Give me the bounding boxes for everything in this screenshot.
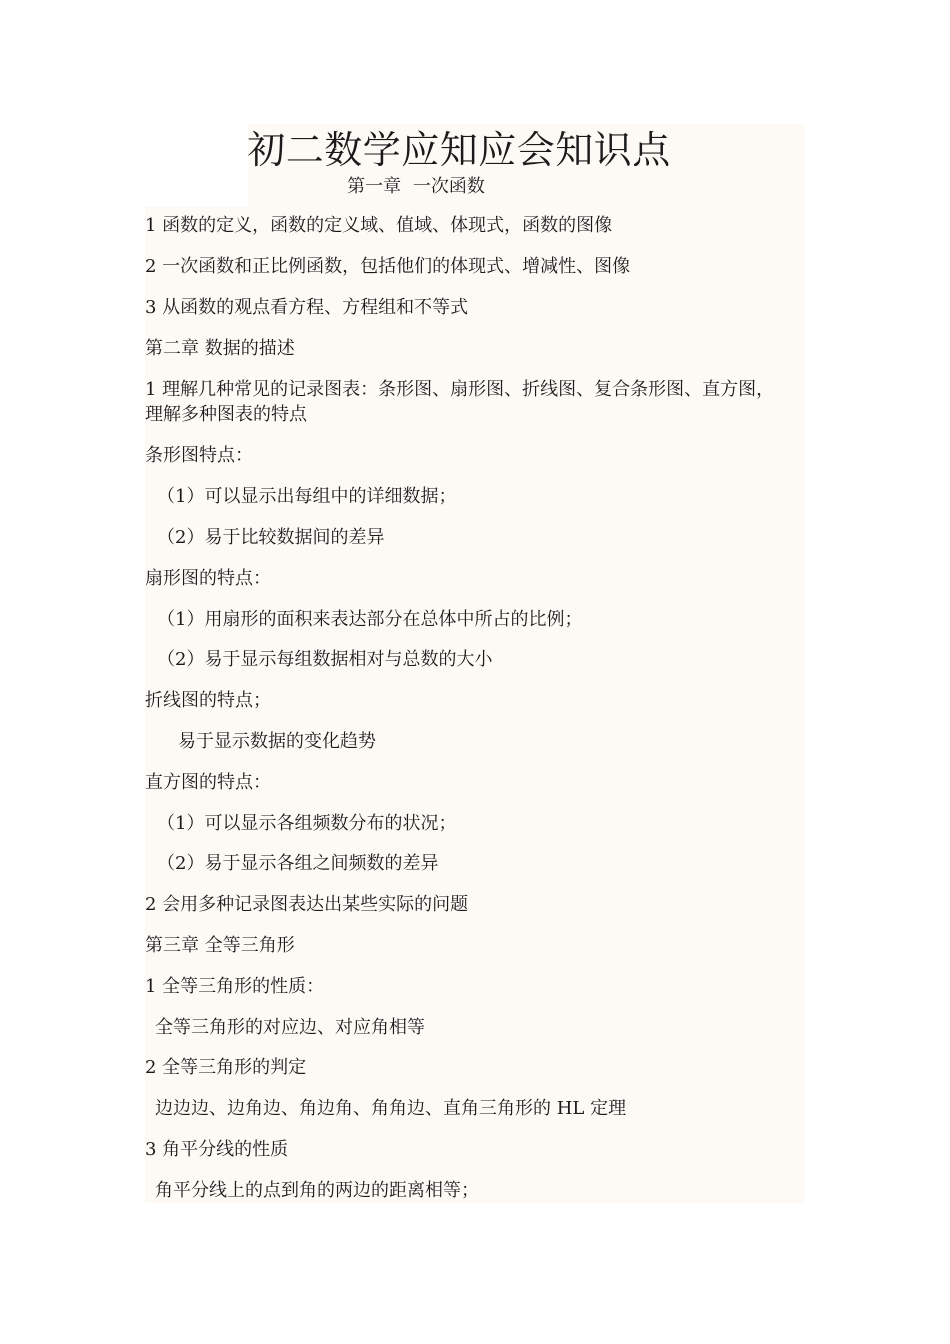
chapter-heading: 第二章 数据的描述 [145,338,295,359]
document-title: 初二数学应知应会知识点 [247,128,671,172]
text-line: 理解多种图表的特点 [145,404,307,425]
list-item: （1）可以显示出每组中的详细数据； [157,486,457,507]
text-line: 2 一次函数和正比例函数，包括他们的体现式、增减性、图像 [145,256,631,277]
subheading: 扇形图的特点： [145,568,271,589]
subheading: 直方图的特点： [145,772,271,793]
text-line: 2 全等三角形的判定 [145,1057,307,1078]
text-line: 3 从函数的观点看方程、方程组和不等式 [145,297,469,318]
chapter-heading: 第三章 全等三角形 [145,935,295,956]
list-item: （2）易于显示各组之间频数的差异 [157,853,439,874]
chapter-one-heading: 第一章 一次函数 [347,176,485,197]
list-item: （1）用扇形的面积来表达部分在总体中所占的比例； [157,609,583,630]
subheading: 折线图的特点； [145,690,271,711]
subheading: 条形图特点： [145,445,253,466]
text-line: 2 会用多种记录图表达出某些实际的问题 [145,894,469,915]
text-line: 1 理解几种常见的记录图表：条形图、扇形图、折线图、复合条形图、直方图， [145,379,775,400]
list-item: （1）可以显示各组频数分布的状况； [157,813,457,834]
list-item: 全等三角形的对应边、对应角相等 [155,1017,425,1038]
list-item: （2）易于比较数据间的差异 [157,527,385,548]
list-item: 边边边、边角边、角边角、角角边、直角三角形的 HL 定理 [155,1098,627,1119]
list-item: 易于显示数据的变化趋势 [178,731,376,752]
list-item: （2）易于显示每组数据相对与总数的大小 [157,649,493,670]
list-item: 角平分线上的点到角的两边的距离相等； [155,1180,479,1201]
text-line: 3 角平分线的性质 [145,1139,289,1160]
text-line: 1 全等三角形的性质： [145,976,325,997]
text-line: 1 函数的定义，函数的定义域、值域、体现式，函数的图像 [145,215,613,236]
